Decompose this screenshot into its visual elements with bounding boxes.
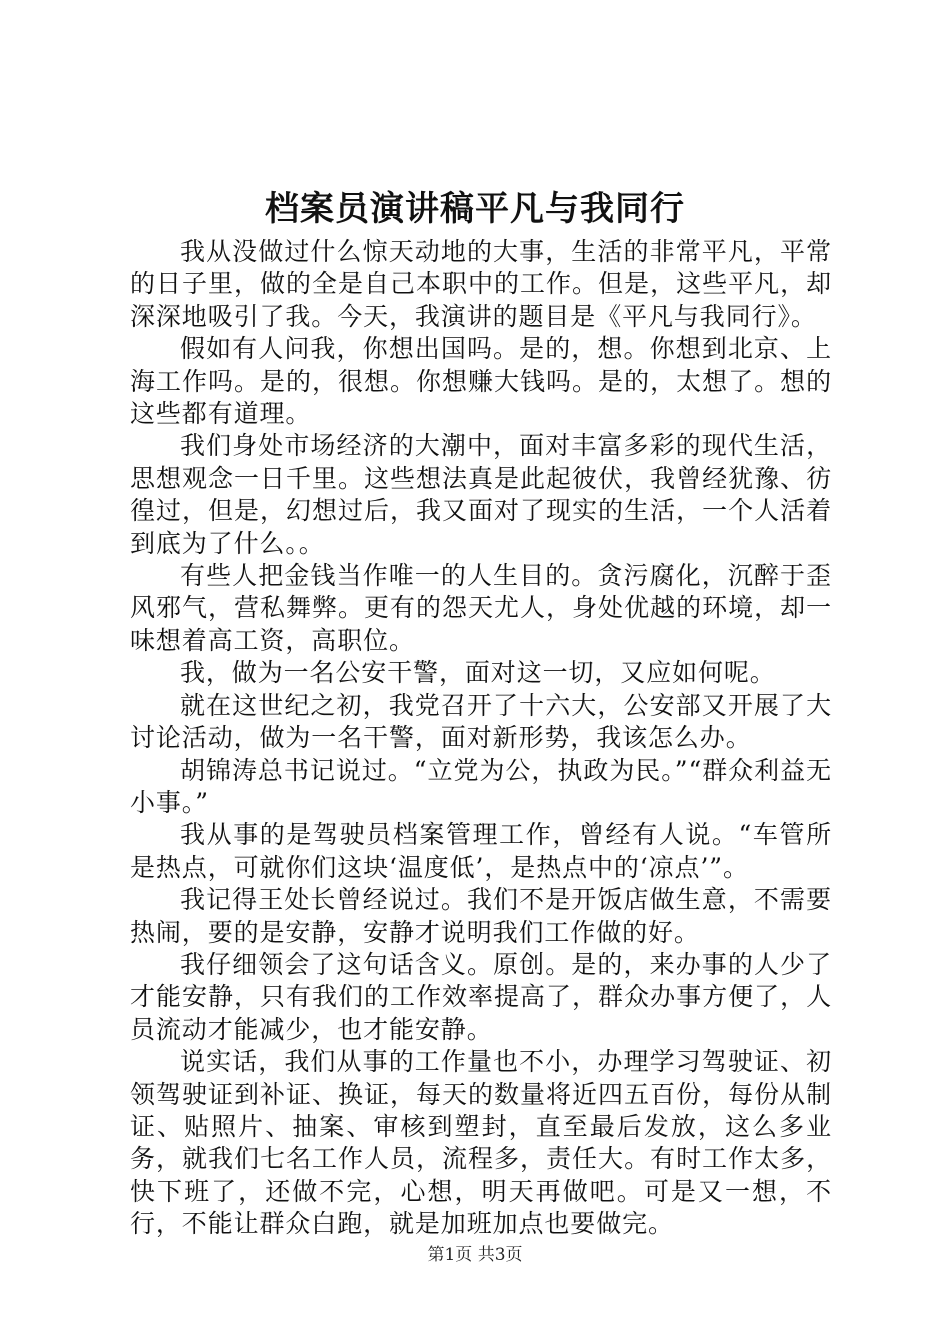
paragraph: 说实话，我们从事的工作量也不小，办理学习驾驶证、初领驾驶证到补证、换证，每天的数量将近四五百份，每份从制证、贴照片、抽案、审核到塑封，直至最后发放，这么多业务，就我们七名工作人员，流程多，责任大。有时工作太多，快下班了，还做不完，心想，明天再做吧。可是又一想，不行，不能让群众白跑，就是加班加点也要做完。	[130, 1047, 832, 1239]
page-title: 档案员演讲稿平凡与我同行	[265, 189, 685, 229]
paragraph: 胡锦涛总书记说过。“立党为公，执政为民。”“群众利益无小事。”	[130, 755, 832, 817]
page-indicator: 第1页 共3页	[427, 1245, 523, 1265]
paragraph: 就在这世纪之初，我党召开了十六大，公安部又开展了大讨论活动，做为一名干警，面对新形势，我该怎么办。	[130, 690, 832, 753]
document-body	[130, 236, 832, 1241]
paragraph: 我，做为一名公安干警，面对这一切，又应如何呢。	[180, 658, 776, 688]
paragraph: 我从没做过什么惊天动地的大事，生活的非常平凡，平常的日子里，做的全是自己本职中的工作。但是，这些平凡，却深深地吸引了我。今天，我演讲的题目是《平凡与我同行》。	[130, 237, 832, 331]
paragraph: 有些人把金钱当作唯一的人生目的。贪污腐化，沉醉于歪风邪气，营私舞弊。更有的怨天尤人，身处优越的环境，却一味想着高工资，高职位。	[130, 561, 832, 655]
paragraph: 我仔细领会了这句话含义。原创。是的，来办事的人少了才能安静，只有我们的工作效率提高了，群众办事方便了，人员流动才能减少，也才能安静。	[130, 949, 832, 1044]
paragraph: 假如有人问我，你想出国吗。是的，想。你想到北京、上海工作吗。是的，很想。你想赚大钱吗。是的，太想了。想的这些都有道理。	[130, 334, 832, 429]
paragraph: 我记得王处长曾经说过。我们不是开饭店做生意，不需要热闹，要的是安静，安静才说明我们工作做的好。	[130, 885, 832, 947]
paragraph: 我从事的是驾驶员档案管理工作，曾经有人说。“车管所是热点，可就你们这块‘温度低’，是热点中的‘凉点’”。	[130, 820, 832, 882]
paragraph: 我们身处市场经济的大潮中，面对丰富多彩的现代生活，思想观念一日千里。这些想法真是此起彼伏，我曾经犹豫、彷徨过，但是，幻想过后，我又面对了现实的生活，一个人活着到底为了什么。。	[130, 431, 832, 558]
